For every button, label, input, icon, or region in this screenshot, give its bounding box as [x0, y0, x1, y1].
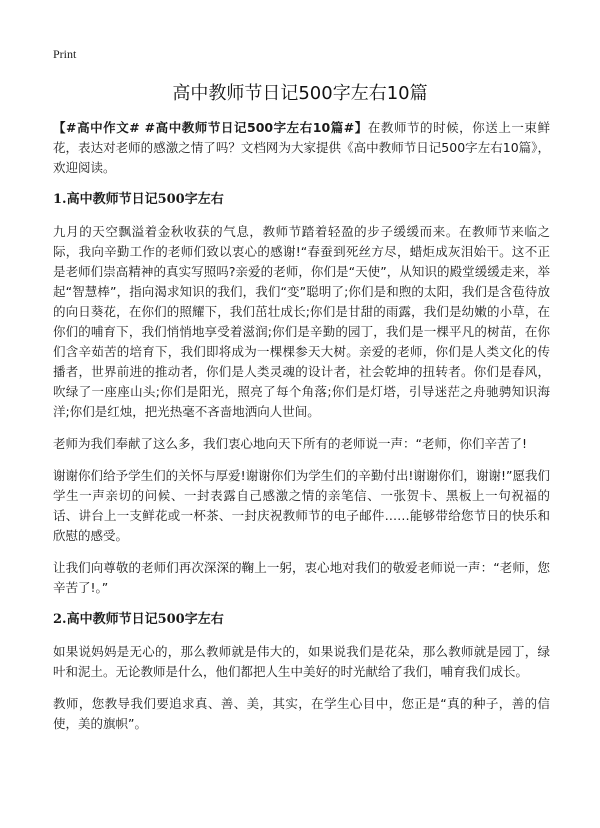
- document-title: 高中教师节日记500字左右10篇: [172, 83, 428, 104]
- intro-paragraph: [53, 118, 550, 178]
- paragraph: 九月的天空飘溢着金秋收获的气息，教师节踏着轻盈的步子缓缓而来。在教师节来临之际，我向辛勤工作的老师们致以衷心的感谢!“春蚕到死丝方尽，蜡炬成灰泪始干。这不正是老师们崇高精神的真实写照吗?亲爱的老师，你们是“天使”，从知识的殿堂缓缓走来，举起“智慧棒”，指向渴求知识的我们，我们“变”聪明了;你们是和煦的太阳，我们是含苞待放的向日葵花，在你们的照耀下，我们茁壮成长;你们是甘甜的雨露，我们是幼嫩的小草，在你们的哺育下，我们悄悄地享受着滋润;你们是辛勤的园丁，我们是一棵平凡的树苗，在你们含辛茹苦的培育下，我们即将成为一棵棵参天大树。亲爱的老师，你们是人类文化的传播者，世界前进的推动者，你们是人类灵魂的设计者，社会乾坤的扭转者。你们是春风，吹绿了一座座山头;你们是阳光，照亮了每个角落;你们是灯塔，引导迷茫之舟驰骋知识海洋;你们是红烛，把光热毫不吝啬地洒向人世间。: [53, 224, 550, 419]
- section-heading-2: 2.高中教师节日记500字左右: [53, 612, 224, 627]
- paragraph: 老师为我们奉献了这么多，我们衷心地向天下所有的老师说一声：“老师，你们辛苦了!: [53, 436, 527, 451]
- document-body: [53, 118, 550, 746]
- intro-text: 在教师节的时候，你送上一束鲜花，表达对老师的感激之情了吗？文档网为大家提供《高中教师节日记500字左右10篇》，欢迎阅读。: [53, 120, 550, 175]
- paragraph: 让我们向尊敬的老师们再次深深的鞠上一躬，衷心地对我们的敬爱老师说一声：“老师，您辛苦了!。”: [53, 560, 550, 595]
- paragraph: 教师，您教导我们要追求真、善、美，其实，在学生心目中，您正是“真的种子，善的信使，美的旗帜”。: [53, 696, 550, 731]
- section-heading-1: 1.高中教师节日记500字左右: [53, 192, 224, 207]
- intro-tag: 【#高中作文# #高中教师节日记500字左右10篇#】: [53, 120, 368, 135]
- print-label: Print: [53, 47, 77, 61]
- paragraph: 如果说妈妈是无心的，那么教师就是伟大的，如果说我们是花朵，那么教师就是园丁，绿叶和泥土。无论教师是什么，他们都把人生中美好的时光献给了我们，哺育我们成长。: [53, 644, 550, 679]
- paragraph: 谢谢你们给予学生们的关怀与厚爱!谢谢你们为学生们的辛勤付出!谢谢你们，谢谢!”愿我们学生一声亲切的问候、一封表露自己感激之情的亲笔信、一张贺卡、黑板上一句祝福的话、讲台上一支鲜花或一杯茶、一封庆祝教师节的电子邮件……能够带给您节日的快乐和欣慰的感受。: [53, 468, 550, 543]
